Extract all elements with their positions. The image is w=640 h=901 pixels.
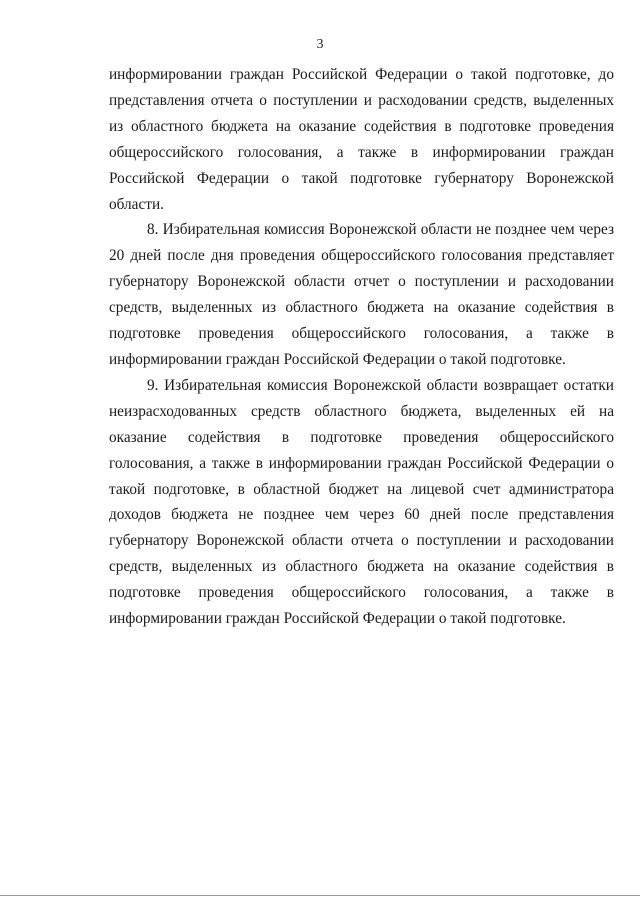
page-number: 3 — [316, 37, 324, 52]
paragraph-item-8: 8. Избирательная комиссия Воронежской области не позднее чем через 20 дней после дня проведения общероссийского голосования представляет губернатору Воронежской области отчет о поступлении и расходовании средств, выделенных из областного бюджета на оказание содействия в подготовке проведения общероссийского голосования, а также в информировании граждан Российской Федерации о такой подготовке. — [109, 221, 614, 368]
paragraph-item-9: 9. Избирательная комиссия Воронежской области возвращает остатки неизрасходованных средств областного бюджета, выделенных ей на оказание содействия в подготовке проведения общероссийского голосования, а также в информировании граждан Российской Федерации о такой подготовке, в областной бюджет на лицевой счет администратора доходов бюджета не позднее чем через 60 дней после представления губернатору Воронежской области отчета о поступлении и расходовании средств, выделенных из областного бюджета на оказание содействия в подготовке проведения общероссийского голосования, а также в информировании граждан Российской Федерации о такой подготовке. — [109, 376, 614, 628]
scan-edge-line — [0, 895, 640, 896]
paragraph-continuation: информировании граждан Российской Федерации о такой подготовке, до представления отчета о поступлении и расходовании средств, выделенных из областного бюджета на оказание содействия в подготовке проведения общероссийского голосования, а также в информировании граждан Российской Федерации о такой подготовке губернатору Воронежской области. — [109, 66, 614, 213]
document-body — [109, 62, 614, 632]
